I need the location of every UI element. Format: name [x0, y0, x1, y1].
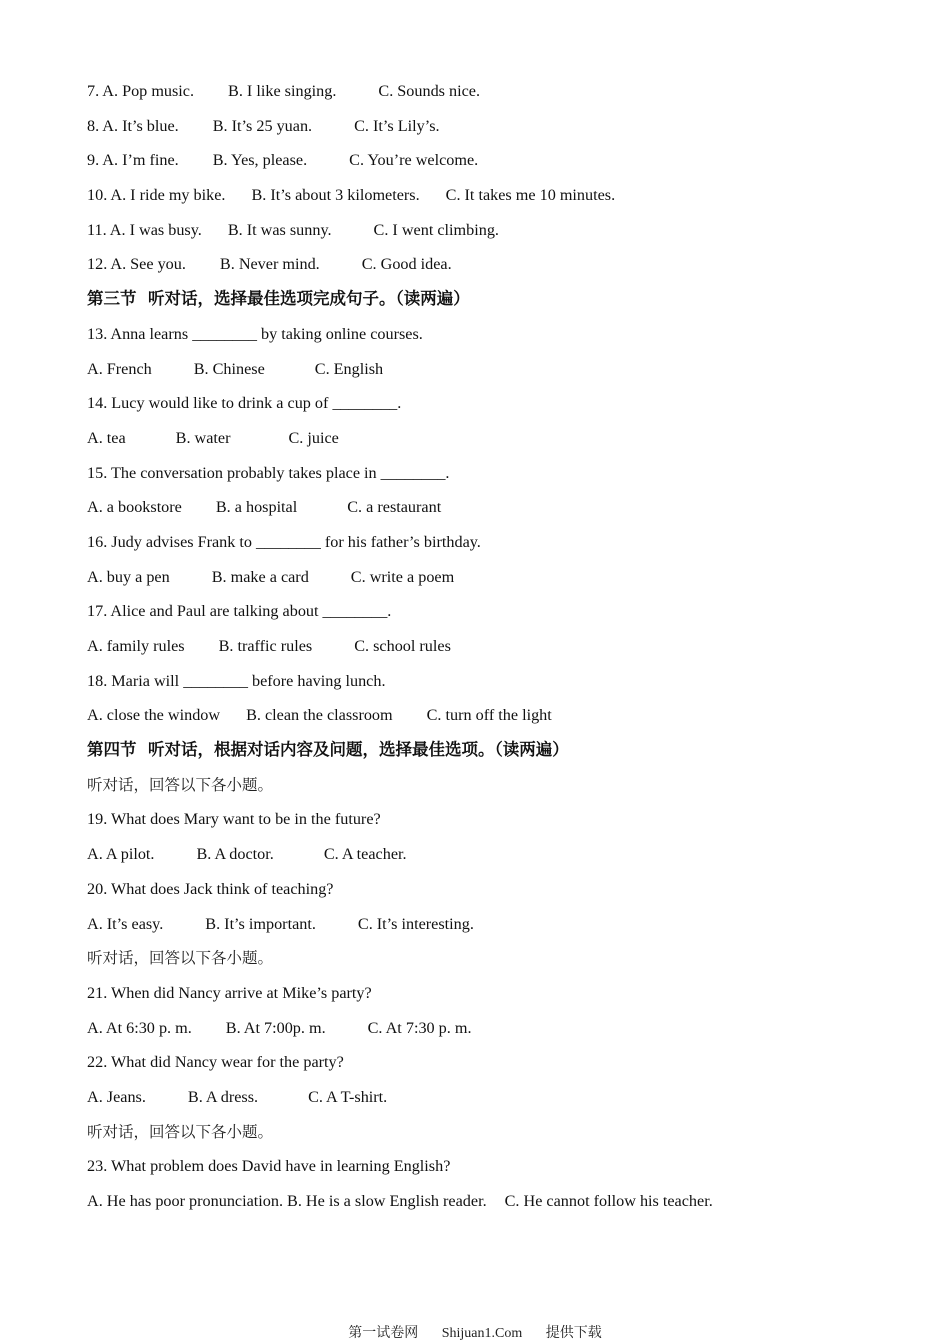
answer-option: A. French: [87, 359, 152, 378]
answer-option: A. He has poor pronunciation.: [87, 1192, 284, 1210]
answer-option: B. A dress.: [187, 1087, 259, 1106]
answer-option: B. I like singing.: [228, 82, 337, 100]
answer-option: A. buy a pen: [87, 567, 170, 586]
question-text: 21. When did Nancy arrive at Mike’s party?: [87, 983, 372, 1002]
instruction-note: 听对话，回答以下各小题。: [87, 949, 274, 968]
footer-site-en: Shijuan1.Com: [441, 1326, 523, 1341]
answer-option: B. Never mind.: [219, 255, 320, 274]
answer-option: A. Jeans.: [87, 1087, 146, 1106]
question-text: 15. The conversation probably takes place in ________.: [87, 463, 450, 482]
answer-option: B. It’s about 3 kilometers.: [251, 186, 420, 205]
question-text: 19. What does Mary want to be in the future?: [87, 810, 381, 829]
question-text: 16. Judy advises Frank to ________ for his father’s birthday.: [87, 532, 481, 551]
options-row: [87, 181, 917, 216]
options-row: [87, 355, 917, 390]
answer-option: C. He cannot follow his teacher.: [504, 1192, 713, 1210]
options-row: [87, 424, 917, 459]
options-row: [87, 840, 917, 875]
answer-option: A. a bookstore: [87, 498, 182, 517]
options-row: [87, 563, 917, 598]
instruction-note: 听对话，回答以下各小题。: [87, 1122, 274, 1141]
footer-provide: 提供下载: [545, 1326, 602, 1341]
answer-option: C. A T-shirt.: [308, 1087, 388, 1106]
answer-option: B. It was sunny.: [227, 220, 332, 239]
answer-option: 10. A. I ride my bike.: [87, 186, 226, 205]
answer-option: A. At 6:30 p. m.: [87, 1018, 192, 1037]
question-text: 17. Alice and Paul are talking about ________.: [87, 602, 392, 621]
answer-option: B. a hospital: [215, 498, 298, 517]
document-body: [87, 77, 917, 1222]
answer-option: 11. A. I was busy.: [87, 220, 202, 239]
answer-option: C. It’s Lily’s.: [354, 116, 440, 135]
answer-option: C. I went climbing.: [373, 220, 499, 239]
answer-option: B. traffic rules: [218, 637, 313, 655]
options-row: [87, 701, 917, 736]
answer-option: A. family rules: [87, 637, 185, 655]
answer-option: C. school rules: [354, 637, 451, 655]
options-row: [87, 112, 917, 147]
answer-option: B. Yes, please.: [212, 151, 308, 170]
answer-option: 9. A. I’m fine.: [87, 151, 179, 170]
answer-option: C. You’re welcome.: [349, 151, 479, 170]
answer-option: B. clean the classroom: [246, 706, 393, 725]
answer-option: B. It’s 25 yuan.: [212, 116, 313, 135]
question-text: 14. Lucy would like to drink a cup of ________.: [87, 394, 402, 413]
answer-option: B. make a card: [211, 567, 309, 586]
answer-option: C. turn off the light: [426, 706, 552, 725]
answer-option: C. It takes me 10 minutes.: [445, 186, 616, 205]
answer-option: C. Good idea.: [361, 255, 452, 274]
section-heading: 第四节 听对话，根据对话内容及问题，选择最佳选项。（读两遍）: [87, 740, 569, 760]
answer-option: B. water: [175, 428, 231, 447]
answer-option: A. close the window: [87, 706, 221, 725]
footer-site-cn: 第一试卷网: [348, 1326, 419, 1341]
answer-option: C. It’s interesting.: [357, 914, 474, 933]
options-row: [87, 493, 917, 528]
question-text: 20. What does Jack think of teaching?: [87, 879, 334, 898]
question-text: 22. What did Nancy wear for the party?: [87, 1053, 344, 1072]
answer-option: B. Chinese: [193, 359, 265, 378]
answer-option: C. A teacher.: [323, 845, 407, 864]
page-footer: [0, 1324, 950, 1344]
section-heading: 第三节 听对话，选择最佳选项完成句子。（读两遍）: [87, 289, 470, 309]
answer-option: A. A pilot.: [87, 845, 155, 864]
options-row: [87, 632, 917, 667]
answer-option: B. A doctor.: [196, 845, 274, 864]
question-text: 13. Anna learns ________ by taking online courses.: [87, 324, 423, 343]
options-row: [87, 77, 917, 112]
answer-option: A. It’s easy.: [87, 914, 164, 933]
options-row: [87, 146, 917, 181]
answer-option: B. At 7:00p. m.: [225, 1018, 326, 1037]
answer-option: B. It’s important.: [205, 914, 316, 933]
question-text: 23. What problem does David have in learning English?: [87, 1157, 451, 1176]
instruction-note: 听对话，回答以下各小题。: [87, 775, 274, 794]
answer-option: C. write a poem: [350, 567, 455, 586]
answer-option: 7. A. Pop music.: [87, 82, 195, 100]
answer-option: C. a restaurant: [347, 498, 442, 517]
answer-option: B. He is a slow English reader.: [287, 1192, 487, 1210]
options-row: [87, 910, 917, 945]
answer-option: C. English: [314, 359, 384, 378]
options-row: [87, 216, 917, 251]
answer-option: C. Sounds nice.: [378, 82, 481, 100]
options-row: [87, 1083, 917, 1118]
answer-option: C. juice: [288, 428, 339, 447]
answer-option: 8. A. It’s blue.: [87, 116, 179, 135]
options-row: [87, 250, 917, 285]
answer-option: A. tea: [87, 428, 126, 447]
question-text: 18. Maria will ________ before having lunch.: [87, 671, 386, 690]
answer-option: 12. A. See you.: [87, 255, 186, 274]
options-row: [87, 1014, 917, 1049]
options-row: [87, 1187, 917, 1222]
answer-option: C. At 7:30 p. m.: [367, 1018, 472, 1037]
